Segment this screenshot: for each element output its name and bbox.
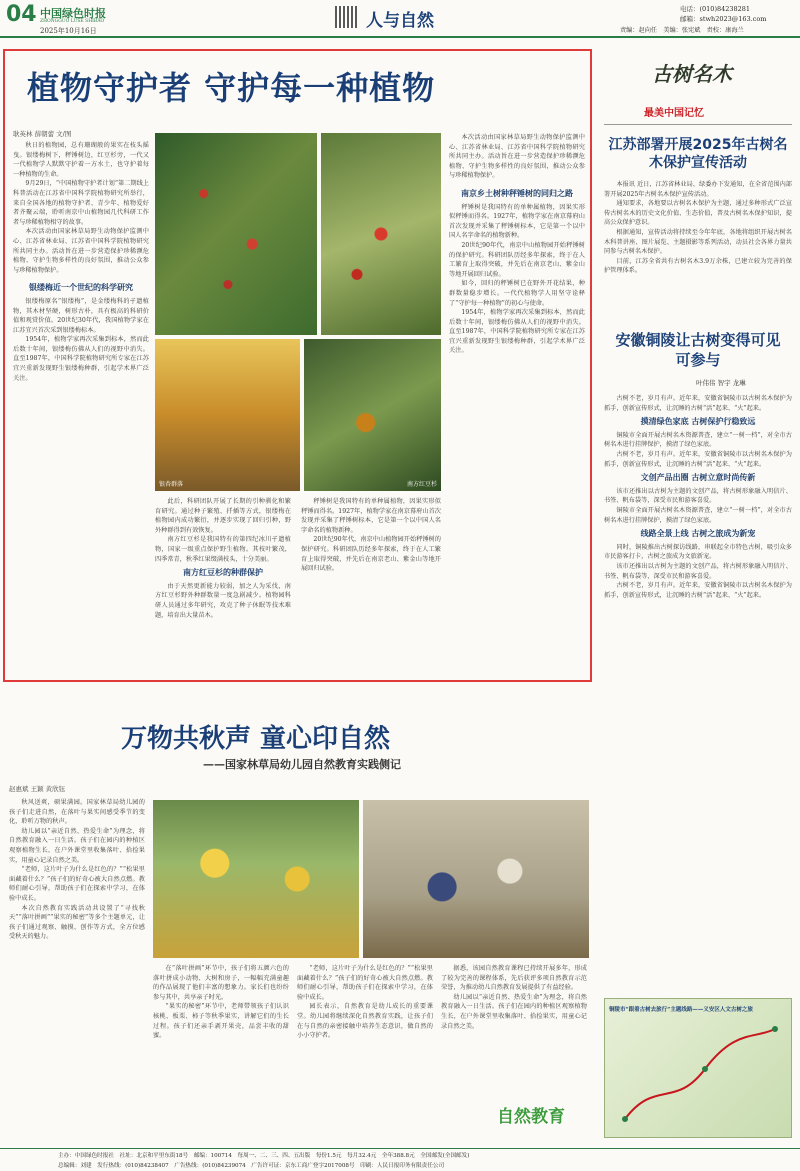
paragraph: “老师，这片叶子为什么是红色的？”“松果里面藏着什么？”孩子们的好奇心被大自然点燃。教师们耐心引导，帮助孩子们在探索中学习，在体验中成长。	[9, 866, 145, 902]
footer-line: 主办：中国绿色时报社 社址：北京和平里东街18号 邮编：100714 每周一、二、三、四、五出版 每份1.5元 每月32.4元 全年388.8元 全国邮发(全国邮发)	[58, 1153, 470, 1159]
paragraph: 此后，科研团队开展了长期的引种驯化和繁育研究。通过种子繁殖、扦插等方式，银缕梅在植物园内成功繁衍，并逐步实现了回归引种，野外种群得到有效恢复。	[155, 498, 291, 534]
paragraph: “果实的秘密”环节中，老师带领孩子们认识核桃、板栗、柿子等秋季果实，讲解它们的生长过程。孩子们还亲手剥开果壳，品尝丰收的甜蜜。	[153, 1003, 289, 1040]
article-title: 安徽铜陵让古树变得可见可参与	[615, 331, 781, 369]
photo-fruit-branch	[304, 339, 441, 491]
photo-berries	[321, 133, 441, 335]
paragraph: 古树不老，岁月有声。近年来，安徽省铜陵市以古树名木保护为抓手，创新宣传形式，让沉睡的古树“活”起来、“火”起来。	[604, 395, 792, 412]
article-body	[604, 394, 792, 600]
paragraph: 1954年，植物学家再次采集到标本，然而此后数十年间，银缕梅仿佛从人们的视野中消失。直至1987年，中国科学院植物研究所专家在江苏宜兴重新发现野生银缕梅种群，引起学术界广泛关注。	[449, 309, 585, 355]
subheading: 南方红豆杉的种群保护	[183, 568, 263, 578]
article-body	[604, 180, 792, 276]
paragraph: 在“落叶拼画”环节中，孩子们将五颜六色的落叶拼成小动物、大树和房子，一幅幅充满童趣的作品展现了他们丰富的想象力。家长们也纷纷参与其中，共享亲子时光。	[153, 965, 289, 1001]
photo-children-garden	[153, 800, 359, 958]
paragraph: 20世纪90年代，南京中山植物园开始秤锤树的保护研究。科研团队历经多年探索，终于在人工繁育上取得突破，并先后在南京老山、紫金山等地开展回归试验。	[301, 536, 441, 573]
story-col-4	[441, 964, 587, 1031]
column-slogan: 最美中国记忆	[644, 108, 704, 119]
masthead	[0, 0, 800, 40]
section-title: 人与自然	[366, 11, 434, 31]
article-byline: 叶伟伟 智宇 龙琳	[696, 379, 746, 387]
page-number: 04	[6, 2, 37, 27]
paragraph: 南方红豆杉是我国特有的第四纪冰川孑遗植物，国家一级重点保护野生植物。其枝叶繁茂，四季常青，秋季红果缀满枝头，十分美丽。	[155, 536, 291, 563]
subheading: 摸清绿色家底 古树保护行稳致远	[640, 417, 756, 427]
story-title: 植物守护者 守护每一种植物	[27, 69, 436, 107]
issue-date: 2025年10月16日	[40, 27, 97, 35]
subheading: 南京乡土树种秤锤树的同归之路	[461, 188, 573, 198]
editors-line: 责编：赵向任 美编：张宪斌 责校：康海兰	[620, 27, 744, 34]
paragraph: 由于天然更新能力较弱，加之人为采伐，南方红豆杉野外种群数量一度急剧减少。植物园科研人员通过多年研究，攻克了种子休眠等技术难题，培育出大量苗木。	[155, 582, 291, 619]
story-plant-guardians	[3, 49, 592, 682]
photo-red-yew	[155, 133, 317, 335]
paragraph: 秤锤树是我国特有的单种属植物，因果实形似秤锤而得名。1927年，植物学家在南京幕府山首次发现并采集了秤锤树标本，它是第一个以中国人名字命名的植物新种。	[449, 203, 585, 240]
header-rule	[0, 36, 800, 38]
paragraph: 本次活动由国家林草局野生动物保护监测中心、江苏省林业局、江苏省中国科学院植物研究所共同主办。活动旨在进一步营造保护珍稀濒危植物、守护生物多样性的良好氛围，推动公众参与珍稀植物保护。	[13, 228, 149, 274]
story-kindergarten	[3, 690, 592, 1142]
paragraph: 秋日的植物园，总有珊瑚般的果实在枝头摇曳。银缕梅树下，秤锤树边，红豆杉旁，一代又一代植物学人默默守护着一方水土，也守护着每一种植物的生命。	[13, 142, 149, 178]
paragraph: 幼儿园以“亲近自然、热爱生命”为理念，将自然教育融入一日生活。孩子们在园内的种植区观察植物生长，在户外课堂里收集落叶、拾捡果实，用童心记录自然之美。	[9, 827, 145, 864]
paper-pinyin: ZHONGGUO LÜSE SHIBAO	[40, 19, 105, 24]
paragraph: 古树不老，岁月有声。近年来，安徽省铜陵市以古树名木保护为抓手，创新宣传形式，让沉睡的古树“活”起来、“火”起来。	[604, 582, 792, 599]
story-byline: 耿英林 薛朝蕾 文/图	[13, 130, 72, 138]
paragraph: 古树不老，岁月有声。近年来，安徽省铜陵市以古树名木保护为抓手，创新宣传形式，让沉睡的古树“活”起来、“火”起来。	[604, 450, 792, 468]
paragraph: 1954年，植物学家再次采集到标本，然而此后数十年间，银缕梅仿佛从人们的视野中消失。直至1987年，中国科学院植物研究所专家在江苏宜兴重新发现野生银缕梅种群，引起学术界广泛关注。	[13, 336, 149, 382]
paragraph: 本次自然教育实践活动共设置了“寻找秋天”“落叶拼画”“果实的秘密”等多个主题单元，让孩子们通过观察、触摸、创作等方式，全方位感受秋天的魅力。	[9, 904, 145, 941]
map-route-line	[605, 999, 793, 1139]
story-col-1	[13, 141, 149, 383]
paragraph: 本报讯 近日，江苏省林业局、绿委办下发通知，在全省范围内部署开展2025年古树名木保护宣传活动。	[604, 181, 792, 198]
route-map	[604, 998, 792, 1138]
paragraph: 通知要求，各地要以古树名木保护为主题，通过多种形式广泛宣传古树名木的历史文化价值、生态价值，普及古树名木保护知识，提高公众保护意识。	[604, 200, 792, 227]
photo-caption: 银杏群落	[159, 481, 184, 488]
paragraph: 秋风送爽，硕果满园。国家林草局幼儿园的孩子们走进自然，在落叶与果实间感受季节的变化，聆听万物的秋声。	[9, 799, 145, 826]
paragraph: 该市还推出以古树为主题的文创产品，将古树形象融入明信片、书签、帆布袋等，深受市民和游客喜爱。	[604, 487, 792, 505]
paragraph: 铜陵市全面开展古树名木资源普查，建立“一树一档”，对全市古树名木进行挂牌保护，摸清了绿色家底。	[604, 506, 792, 524]
story-col-3	[297, 964, 433, 1041]
paragraph: 本次活动由国家林草局野生动物保护监测中心、江苏省林业局、江苏省中国科学院植物研究所共同主办。活动旨在进一步营造保护珍稀濒危植物、守护生物多样性的良好氛围，推动公众参与珍稀植物保护。	[449, 134, 585, 180]
paragraph: 根据通知，宣传活动将持续至今年年底，各地将组织开展古树名木科普讲座、图片展览、主题摄影等系列活动，动员社会各界力量共同参与古树名木保护。	[604, 228, 792, 256]
paragraph: 9月29日，“中国植物守护者计划”第二期线上科普活动在江苏省中国科学院植物研究所举行，来自全国各地的植物守护者、青少年、植物爱好者齐聚云端，聆听南京中山植物园几代科研工作者与珍稀植物相守的故事。	[13, 180, 149, 226]
paragraph: 该市还推出以古树为主题的文创产品，将古树形象融入明信片、书签、帆布袋等，深受市民和游客喜爱。	[604, 562, 792, 580]
paragraph: 据悉，该园自然教育课程已持续开展多年，形成了较为完善的课程体系，先后获评多项自然教育示范荣誉，为推动幼儿自然教育发展提供了有益经验。	[441, 965, 587, 992]
paragraph: 幼儿园以“亲近自然、热爱生命”为理念，将自然教育融入一日生活。孩子们在园内的种植区观察植物生长，在户外课堂里收集落叶、拾捡果实，用童心记录自然之美。	[441, 993, 587, 1030]
paragraph: 同时，铜陵推出古树探访线路，串联起全市特色古树，吸引众多市民游客打卡，古树之旅成为文旅新宠。	[604, 543, 792, 561]
photo-children-playing	[363, 800, 589, 958]
paper-name: 中国绿色时报	[40, 7, 106, 20]
story-col-2	[153, 964, 289, 1041]
subheading: 文创产品出圈 古树立意时尚传新	[640, 473, 756, 483]
footer-line: 总编辑：刘建 发行热线：(010)84238407 广告热线：(010)84239074 广告许可证：京东工商广登字2017008号 印刷：人民日报印务有限责任公司	[58, 1163, 445, 1169]
paragraph: 20世纪90年代，南京中山植物园开始秤锤树的保护研究。科研团队历经多年探索，终于在人工繁育上取得突破，并先后在南京老山、紫金山等地开展回归试验。	[449, 241, 585, 278]
paragraph: 铜陵市全面开展古树名木资源普查，建立“一树一档”，对全市古树名木进行挂牌保护，摸清了绿色家底。	[604, 431, 792, 449]
story-subtitle: ——国家林草局幼儿园自然教育实践侧记	[203, 758, 401, 771]
paragraph: 目前，江苏全省共有古树名木3.9万余株，已建立较为完善的保护管理体系。	[604, 257, 792, 275]
photo-autumn-ginkgo	[155, 339, 300, 491]
story-col-4	[449, 133, 585, 356]
story-title: 万物共秋声 童心印自然	[121, 724, 391, 754]
qr-code	[335, 6, 357, 28]
story-byline: 赵惠斌 王颖 黄欣钰	[9, 785, 66, 793]
story-col-1	[9, 798, 145, 942]
column-logo: 古树名木	[652, 62, 732, 86]
article-title: 江苏部署开展2025年古树名木保护宣传活动	[608, 137, 788, 171]
paragraph: 园长表示，自然教育是幼儿成长的重要课堂。幼儿园将继续深化自然教育实践，让孩子们在与自然的亲密接触中培养生态意识，做自然的小小守护者。	[297, 1003, 433, 1040]
footer	[0, 1148, 800, 1171]
contact-phone: 电话：(010)84238281	[680, 5, 751, 13]
paragraph: “老师，这片叶子为什么是红色的？”“松果里面藏着什么？”孩子们的好奇心被大自然点燃。教师们耐心引导，帮助孩子们在探索中学习，在体验中成长。	[297, 965, 433, 1001]
contact-email: 邮箱：stwh2023@163.com	[680, 15, 767, 23]
paragraph: 秤锤树是我国特有的单种属植物，因果实形似秤锤而得名。1927年，植物学家在南京幕府山首次发现并采集了秤锤树标本，它是第一个以中国人名字命名的植物新种。	[301, 498, 441, 534]
photo-caption: 南方红豆杉	[406, 481, 437, 488]
sidebar-column	[600, 40, 796, 1142]
subheading: 银缕梅近一个世纪的科学研究	[29, 283, 133, 293]
subheading: 线路全景上线 古树之旅成为新宠	[640, 529, 756, 539]
nature-education-logo: 自然教育	[497, 1107, 565, 1127]
map-title: 铜陵市“跟着古树去旅行”主题线路——义安区人文古树之旅	[609, 1007, 753, 1013]
sidebar-rule	[604, 124, 792, 125]
paragraph: 银缕梅原名“银缕梅”，是金缕梅科的孑遗植物，其木材坚硬，树形古朴，具有极高的科研价值和观赏价值。20世纪30年代，我国植物学家在江苏宜兴首次采到银缕梅标本。	[13, 297, 149, 334]
paragraph: 如今，回归的秤锤树已在野外开花结果，种群数量稳步增长。一代代植物学人用坚守诠释了“守护每一种植物”的初心与使命。	[449, 280, 585, 307]
story-col-3	[301, 497, 441, 574]
story-col-2	[155, 497, 291, 620]
